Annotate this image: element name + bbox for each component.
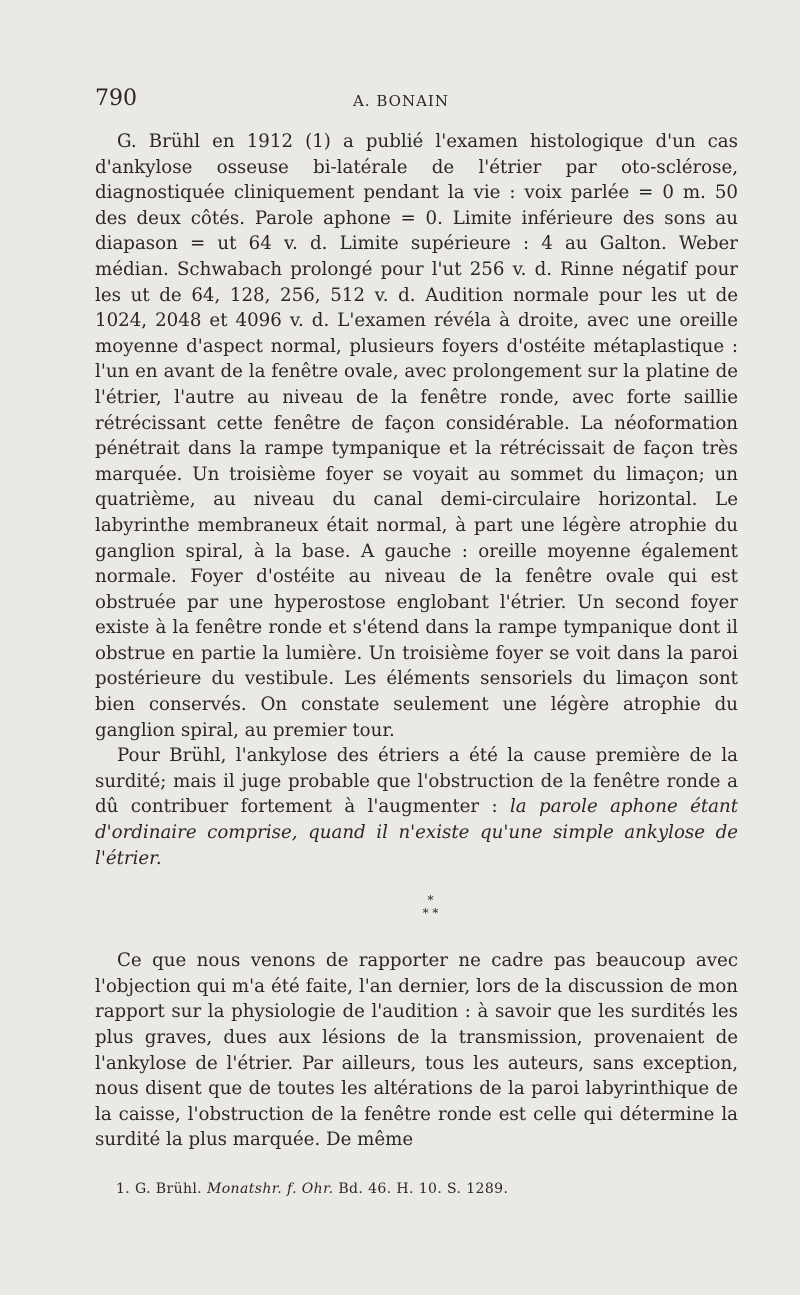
footnote-suffix: Bd. 46. H. 10. S. 1289. <box>333 1181 509 1197</box>
paragraph-bruhl-case: G. Brühl en 1912 (1) a publié l'examen histologique d'un cas d'ankylose osseuse bi-latérale de l'étrier par oto-sclérose, diagnostiquée cliniquement pendant la vie : voix parlée = 0 m. 50 des deux côtés. Parole aphone = 0. Limite inférieure des sons au diapason = ut 64 v. d. Limite supérieure : 4 au Galton. Weber médian. Schwabach prolongé pour l'ut 256 v. d. Rinne négatif pour les ut de 64, 128, 256, 512 v. d. Audition normale pour les ut de 1024, 2048 et 4096 v. d. L'examen révéla à droite, avec une oreille moyenne d'aspect normal, plusieurs foyers d'ostéite métaplastique : l'un en avant de la fenêtre ovale, avec prolongement sur la platine de l'étrier, l'autre au niveau de la fenêtre ronde, avec forte saillie rétrécissant cette fenêtre de façon considérable. La néoformation pénétrait dans la rampe tympanique et la rétrécissait de façon très marquée. Un troisième foyer se voyait au sommet du limaçon; un quatrième, au niveau du canal demi-circulaire horizontal. Le labyrinthe membraneux était normal, à part une légère atrophie du ganglion spiral, à la base. A gauche : oreille moyenne également normale. Foyer d'ostéite au niveau de la fenêtre ovale qui est obstruée par une hyperostose englobant l'étrier. Un second foyer existe à la fenêtre ronde et s'étend dans la rampe tympanique dont il obstrue en partie la lumière. Un troisième foyer se voit dans la paroi postérieure du vestibule. Les éléments sensoriels du limaçon sont bien conservés. On constate seulement une légère atrophie du ganglion spiral, au premier tour. <box>95 131 738 741</box>
paragraph-bruhl-conclusion <box>95 743 738 871</box>
conclusion-italic: la parole aphone étant d'ordinaire comprise, quand il n'existe qu'une simple ankylose de l'étrier. <box>95 796 739 869</box>
conclusion-text: Pour Brühl, l'ankylose des étriers a été la cause première de la surdité; mais il juge probable que l'obstruction de la fenêtre ronde a dû contribuer fortement à l'augmenter : <box>95 745 738 818</box>
page-number: 790 <box>95 86 137 111</box>
asterism-bottom: * * <box>422 906 439 921</box>
page-body <box>95 129 738 1153</box>
footnote-prefix: 1. G. Brühl. <box>116 1181 207 1197</box>
page-header <box>95 86 735 116</box>
running-head: A. BONAIN <box>353 92 449 110</box>
asterism-separator <box>95 894 738 920</box>
footnote <box>116 1181 508 1197</box>
asterism-top: * <box>427 893 434 908</box>
paragraph-objection: Ce que nous venons de rapporter ne cadre pas beaucoup avec l'objection qui m'a été faite, l'an dernier, lors de la discussion de mon rapport sur la physiologie de l'audition : à savoir que les surdités les plus graves, dues aux lésions de la transmission, provenaient de l'ankylose de l'étrier. Par ailleurs, tous les auteurs, sans exception, nous disent que de toutes les altérations de la paroi labyrinthique de la caisse, l'obstruction de la fenêtre ronde est celle qui détermine la surdité la plus marquée. De même <box>95 950 738 1151</box>
footnote-journal: Monatshr. f. Ohr. <box>206 1181 334 1197</box>
